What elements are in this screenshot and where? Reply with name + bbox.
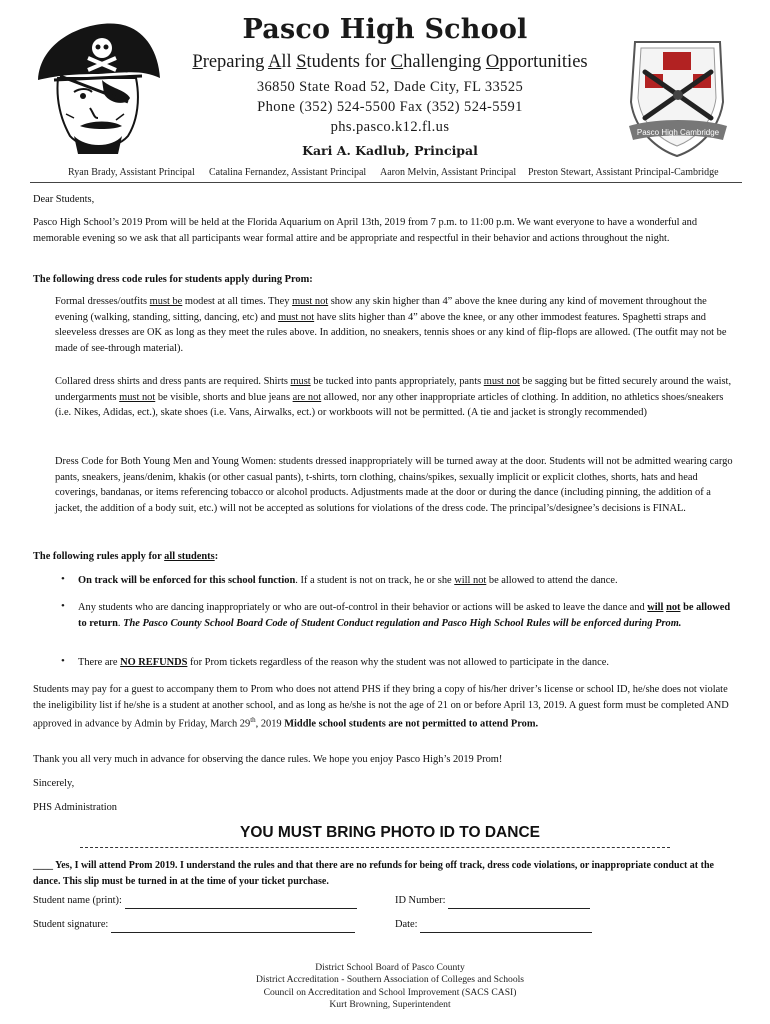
school-phone: Phone (352) 524-5500 Fax (352) 524-5591 bbox=[257, 99, 523, 115]
assistant-principal: Preston Stewart, Assistant Principal-Cambridge bbox=[528, 167, 719, 178]
tear-off-line bbox=[80, 847, 670, 848]
school-address: 36850 State Road 52, Dade City, FL 33525 bbox=[256, 79, 524, 95]
footer-line: Council on Accreditation and School Improvement (SACS CASI) bbox=[263, 986, 517, 998]
id-number-field[interactable] bbox=[448, 898, 590, 909]
student-signature-field[interactable] bbox=[111, 922, 355, 933]
principal-name: Kari A. Kadlub, Principal bbox=[302, 143, 478, 158]
assistant-principal: Catalina Fernandez, Assistant Principal bbox=[209, 167, 367, 178]
bullet-icon: • bbox=[61, 573, 65, 585]
student-name-row: Student name (print): bbox=[33, 893, 357, 909]
greeting: Dear Students, bbox=[33, 194, 95, 205]
rule-no-refunds: There are NO REFUNDS for Prom tickets regardless of the reason why the student was not allowed to participate in the dance. bbox=[78, 657, 609, 668]
dress-code-women-paragraph: Formal dresses/outfits must be modest at all times. They must not show any skin higher than 4” above the knee during any kind of movement throughout the evening (walking, standing, sitting, dancing, etc) and must not have slits higher than 4” above the knee, or any other immodest features. Spaghetti straps and sleeveless dresses are OK as long as they meet the rules above. In addition, no sneakers, tennis shoes or any kind of flip-flops are allowed. (The outfit may not be made of see-through material). bbox=[55, 296, 727, 354]
attendance-statement: ____ Yes, I will attend Prom 2019. I understand the rules and that there are no refunds for being off track, dress code violations, or inappropriate conduct at the dance. This slip must be turned in at the time of your ticket purchase. bbox=[33, 860, 714, 887]
footer-line: District Accreditation - Southern Association of Colleges and Schools bbox=[255, 974, 525, 986]
footer-line: Kurt Browning, Superintendent bbox=[329, 999, 451, 1011]
crest-banner-text: Pasco High Cambridge bbox=[636, 128, 720, 137]
dress-code-men-paragraph: Collared dress shirts and dress pants are required. Shirts must be tucked into pants appropriately, pants must not be sagging but be fitted securely around the waist, undergarments must not be visible, shorts and blue jeans are not allowed, nor any other inappropriate articles of clothing. In addition, no athletics shoes/sneakers (i.e. Nikes, Adidas, ect.), skate shoes (i.e. Vans, Airwalks, ect.) or workboots will not be permitted. (A tie and jacket is strongly recommended) bbox=[55, 376, 732, 419]
assistant-principal: Ryan Brady, Assistant Principal bbox=[68, 167, 195, 178]
rule-behavior: Any students who are dancing inappropriately or who are out-of-control in their behavior or actions will be asked to leave the dance and will not be allowed to return. The Pasco County School Board Code of Student Conduct regulation and Pasco High School Rules will be enforced during Prom. bbox=[78, 602, 731, 629]
id-number-row: ID Number: bbox=[395, 893, 590, 909]
photo-id-notice: YOU MUST BRING PHOTO ID TO DANCE bbox=[240, 824, 540, 841]
guest-paragraph: Students may pay for a guest to accompany them to Prom who does not attend PHS if they bring a copy of his/her driver’s license or school ID, he/she does not violate the ineligibility list if he/she is a student at another school, and as long as he/she is not the age of 21 on or before April 13, 2019. A guest form must be completed AND approved in advance by Admin by Friday, March 29th, 2019 Middle school students are not permitted to attend Prom. bbox=[33, 684, 729, 730]
school-website: phs.pasco.k12.fl.us bbox=[330, 119, 450, 135]
bullet-icon: • bbox=[61, 655, 65, 667]
header-divider bbox=[30, 182, 742, 183]
school-motto: Preparing All Students for Challenging Opportunities bbox=[192, 52, 588, 72]
dress-code-heading: The following dress code rules for students apply during Prom: bbox=[33, 274, 313, 285]
assistant-principal: Aaron Melvin, Assistant Principal bbox=[380, 167, 517, 178]
intro-paragraph: Pasco High School’s 2019 Prom will be held at the Florida Aquarium on April 13th, 2019 from 7 p.m. to 11:00 p.m. We want everyone to have a wonderful and memorable evening so we ask that all participants wear formal attire and be appropriate and respectful in their behavior and actions throughout the night. bbox=[33, 217, 698, 244]
thank-you-line: Thank you all very much in advance for observing the dance rules. We hope you enjoy Pasco High’s 2019 Prom! bbox=[33, 754, 503, 765]
rules-heading: The following rules apply for all students: bbox=[33, 551, 219, 562]
date-field[interactable] bbox=[420, 922, 592, 933]
closing: Sincerely, bbox=[33, 778, 75, 789]
dress-code-both-paragraph: Dress Code for Both Young Men and Young Women: students dressed inappropriately will be turned away at the door. Students will not be admitted wearing cargo pants, sneakers, jeans/denim, khakis (or other casual pants), t-shirts, torn clothing, chains/spikes, sexually implicit or explicit clothes, shorts, hats and head coverings, bandanas, or items referencing tobacco or alcohol products. Adjustments made at the door or during the dance (including pinning, the addition of a jacket, the addition of a body suit, etc.) will not be accepted as solutions for violations of the dress code. The principal’s/designee’s decisions is FINAL. bbox=[55, 456, 733, 514]
district-footer bbox=[0, 962, 770, 1012]
rule-on-track: On track will be enforced for this school function. If a student is not on track, he or she will not be allowed to attend the dance. bbox=[78, 575, 618, 586]
bullet-icon: • bbox=[61, 600, 65, 612]
school-name: Pasco High School bbox=[242, 14, 528, 45]
date-row: Date: bbox=[395, 917, 592, 933]
student-signature-row: Student signature: bbox=[33, 917, 355, 933]
signature: PHS Administration bbox=[33, 802, 118, 813]
attendance-blank[interactable]: ____ bbox=[33, 860, 53, 871]
footer-line: District School Board of Pasco County bbox=[315, 962, 465, 973]
student-name-field[interactable] bbox=[125, 898, 357, 909]
